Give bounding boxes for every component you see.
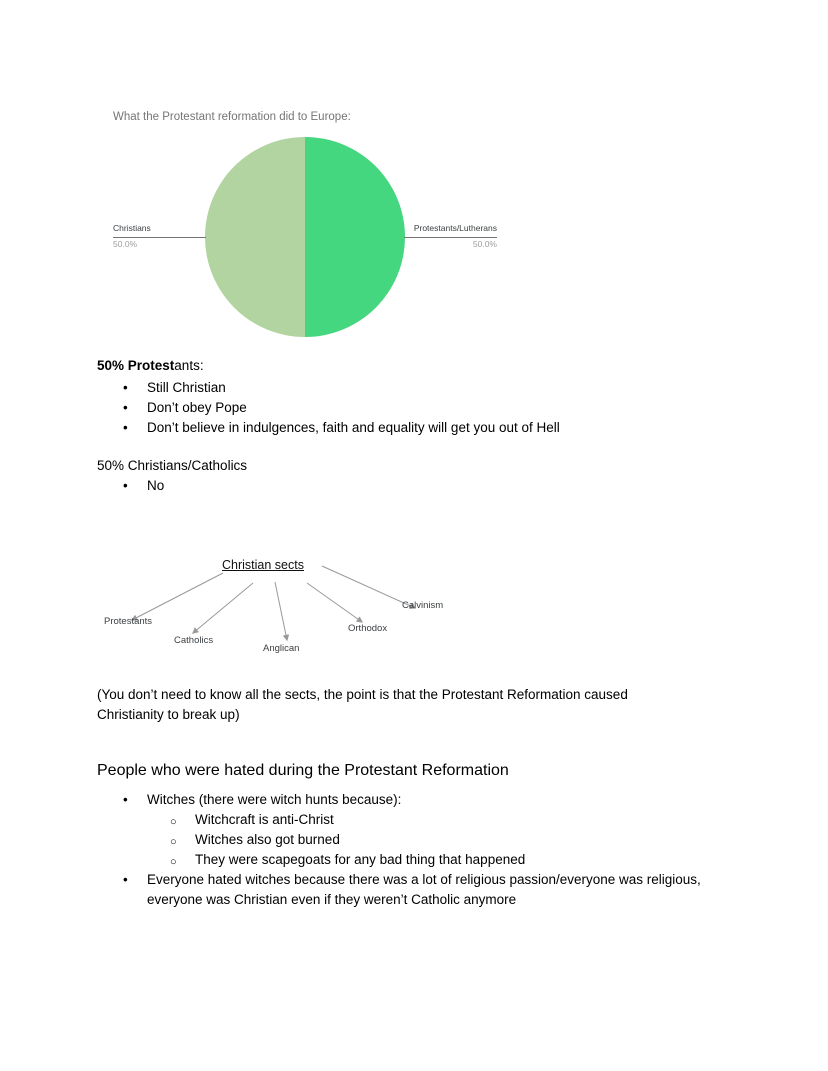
- arrow-to-anglican: [275, 582, 287, 640]
- slice-percent-christians: 50.0%: [113, 239, 138, 249]
- slice-percent-protestants: 50.0%: [472, 239, 497, 249]
- list-item: • Still Christian: [97, 378, 757, 398]
- arrow-to-orthodox: [307, 583, 362, 622]
- sects-diagram-title: Christian sects: [222, 558, 304, 572]
- slice-label-protestants: Protestants/Lutherans: [413, 223, 497, 233]
- arrow-to-catholics: [193, 583, 253, 633]
- sect-node-calvinism: Calvinism: [402, 600, 444, 611]
- pie-chart: [204, 136, 406, 338]
- protestants-heading-rest: ants:: [174, 358, 204, 373]
- protestants-heading-bold: 50% Protest: [97, 358, 175, 373]
- catholics-list: [97, 476, 757, 496]
- chart-title: What the Protestant reformation did to Europe:: [113, 111, 351, 123]
- list-item: • Don’t believe in indulgences, faith and equality will get you out of Hell: [97, 418, 757, 438]
- sect-node-orthodox: Orthodox: [348, 623, 388, 634]
- list-item: • Everyone hated witches because there was a lot of religious passion/everyone was religious, everyone was Christian even if they weren’t Catholic anymore: [97, 870, 707, 910]
- pie-slice-christians: [205, 137, 305, 337]
- leader-line-left: [113, 237, 206, 238]
- slice-label-christians: Christians: [113, 223, 151, 233]
- leader-line-right: [404, 237, 497, 238]
- list-subitem: ○ They were scapegoats for any bad thing that happened: [97, 850, 707, 870]
- hated-section-heading: People who were hated during the Protestant Reformation: [97, 762, 509, 779]
- list-subitem: ○ Witches also got burned: [97, 830, 707, 850]
- sect-node-catholics: Catholics: [174, 635, 214, 646]
- protestants-list: [97, 378, 757, 438]
- hated-list: [97, 790, 707, 910]
- arrow-to-protestants: [132, 573, 223, 620]
- list-subitem: ○ Witchcraft is anti-Christ: [97, 810, 707, 830]
- sects-note: (You don’t need to know all the sects, the point is that the Protestant Reformation caused Christianity to break up): [97, 687, 628, 722]
- pie-slice-protestants: [305, 137, 405, 337]
- list-item: • Witches (there were witch hunts because):: [97, 790, 707, 810]
- list-item: • No: [97, 476, 757, 496]
- list-item: • Don’t obey Pope: [97, 398, 757, 418]
- sect-node-anglican: Anglican: [263, 643, 300, 654]
- sect-node-protestants: Protestants: [104, 616, 153, 627]
- catholics-heading: 50% Christians/Catholics: [97, 458, 248, 473]
- protestants-heading: [97, 356, 204, 376]
